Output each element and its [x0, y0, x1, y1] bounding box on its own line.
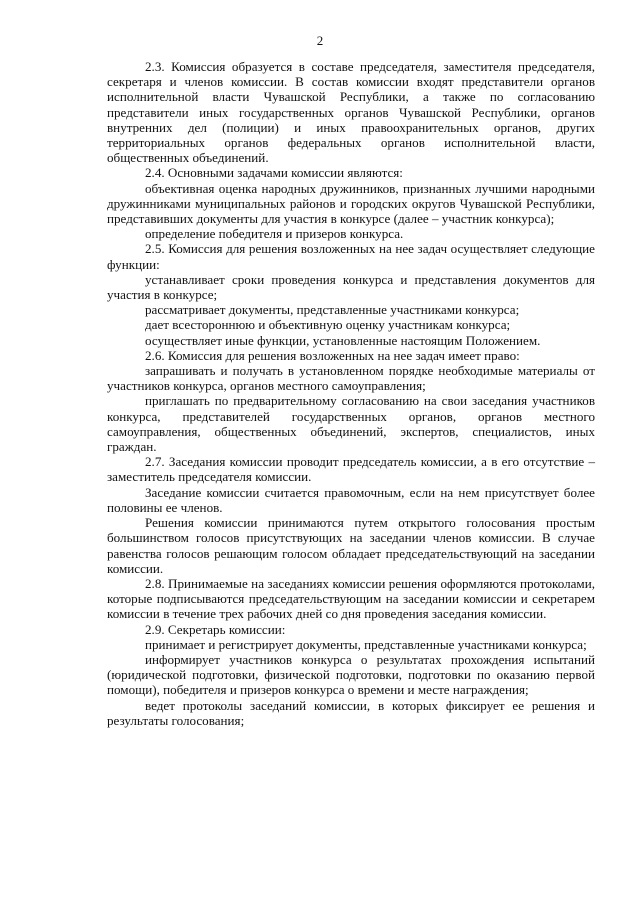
- paragraph: 2.7. Заседания комиссии проводит председатель комиссии, а в его отсутствие – заместитель председателя комиссии.: [107, 454, 595, 485]
- paragraph: принимает и регистрирует документы, представленные участниками конкурса;: [145, 636, 587, 652]
- paragraph: ведет протоколы заседаний комиссии, в которых фиксирует ее решения и результаты голосования;: [107, 697, 595, 728]
- paragraph: 2.6. Комиссия для решения возложенных на нее задач имеет право:: [145, 347, 520, 363]
- paragraph: приглашать по предварительному согласованию на свои заседания участников конкурса, представителей государственных органов, органов местного самоуправления, общественных объединений, экспертов, специалистов, иных граждан.: [107, 393, 595, 455]
- paragraph: Заседание комиссии считается правомочным, если на нем присутствует более половины ее членов.: [107, 484, 595, 515]
- paragraph: 2.5. Комиссия для решения возложенных на нее задач осуществляет следующие функции:: [107, 241, 595, 272]
- paragraph: 2.9. Секретарь комиссии:: [145, 621, 286, 637]
- paragraph: 2.4. Основными задачами комиссии являются:: [145, 165, 403, 181]
- paragraph: объективная оценка народных дружинников, признанных лучшими народными дружинниками муниципальных районов и городских округов Чувашской Республики, представивших документы для участия в конкурсе (далее – участник конкурса);: [107, 180, 595, 227]
- paragraph: 2.3. Комиссия образуется в составе председателя, заместителя председателя, секретаря и членов комиссии. В состав комиссии входят представители органов исполнительной власти Чувашской Республики, а также по согласованию представители иных государственных органов Чувашской Республики, органов внутренних дел (полиции) и иных правоохранительных органов, других территориальных органов федеральных органов исполнительной власти, общественных объединений.: [107, 59, 595, 166]
- paragraph: определение победителя и призеров конкурса.: [145, 226, 404, 242]
- paragraph: Решения комиссии принимаются путем открытого голосования простым большинством голосов присутствующих на заседании членов комиссии. В случае равенства голосов решающим голосом обладает председательствующий на заседании комиссии.: [107, 515, 595, 576]
- paragraph: 2.8. Принимаемые на заседаниях комиссии решения оформляются протоколами, которые подписываются председательствующим на заседании комиссии и секретарем комиссии в течение трех рабочих дней со дня проведения заседания комиссии.: [107, 575, 595, 622]
- paragraph: информирует участников конкурса о результатах прохождения испытаний (юридической подготовки, физической подготовки, подготовки по оказанию первой помощи), победителя и призеров конкурса о времени и месте награждения;: [107, 651, 595, 698]
- paragraph: устанавливает сроки проведения конкурса и представления документов для участия в конкурсе;: [107, 271, 595, 303]
- document-body: [107, 59, 595, 728]
- paragraph: осуществляет иные функции, установленные настоящим Положением.: [145, 332, 541, 348]
- page-number: 2: [316, 33, 324, 48]
- paragraph: рассматривает документы, представленные участниками конкурса;: [145, 302, 520, 318]
- paragraph: дает всестороннюю и объективную оценку участникам конкурса;: [145, 317, 511, 333]
- paragraph: запрашивать и получать в установленном порядке необходимые материалы от участников конкурса, органов местного самоуправления;: [107, 363, 595, 394]
